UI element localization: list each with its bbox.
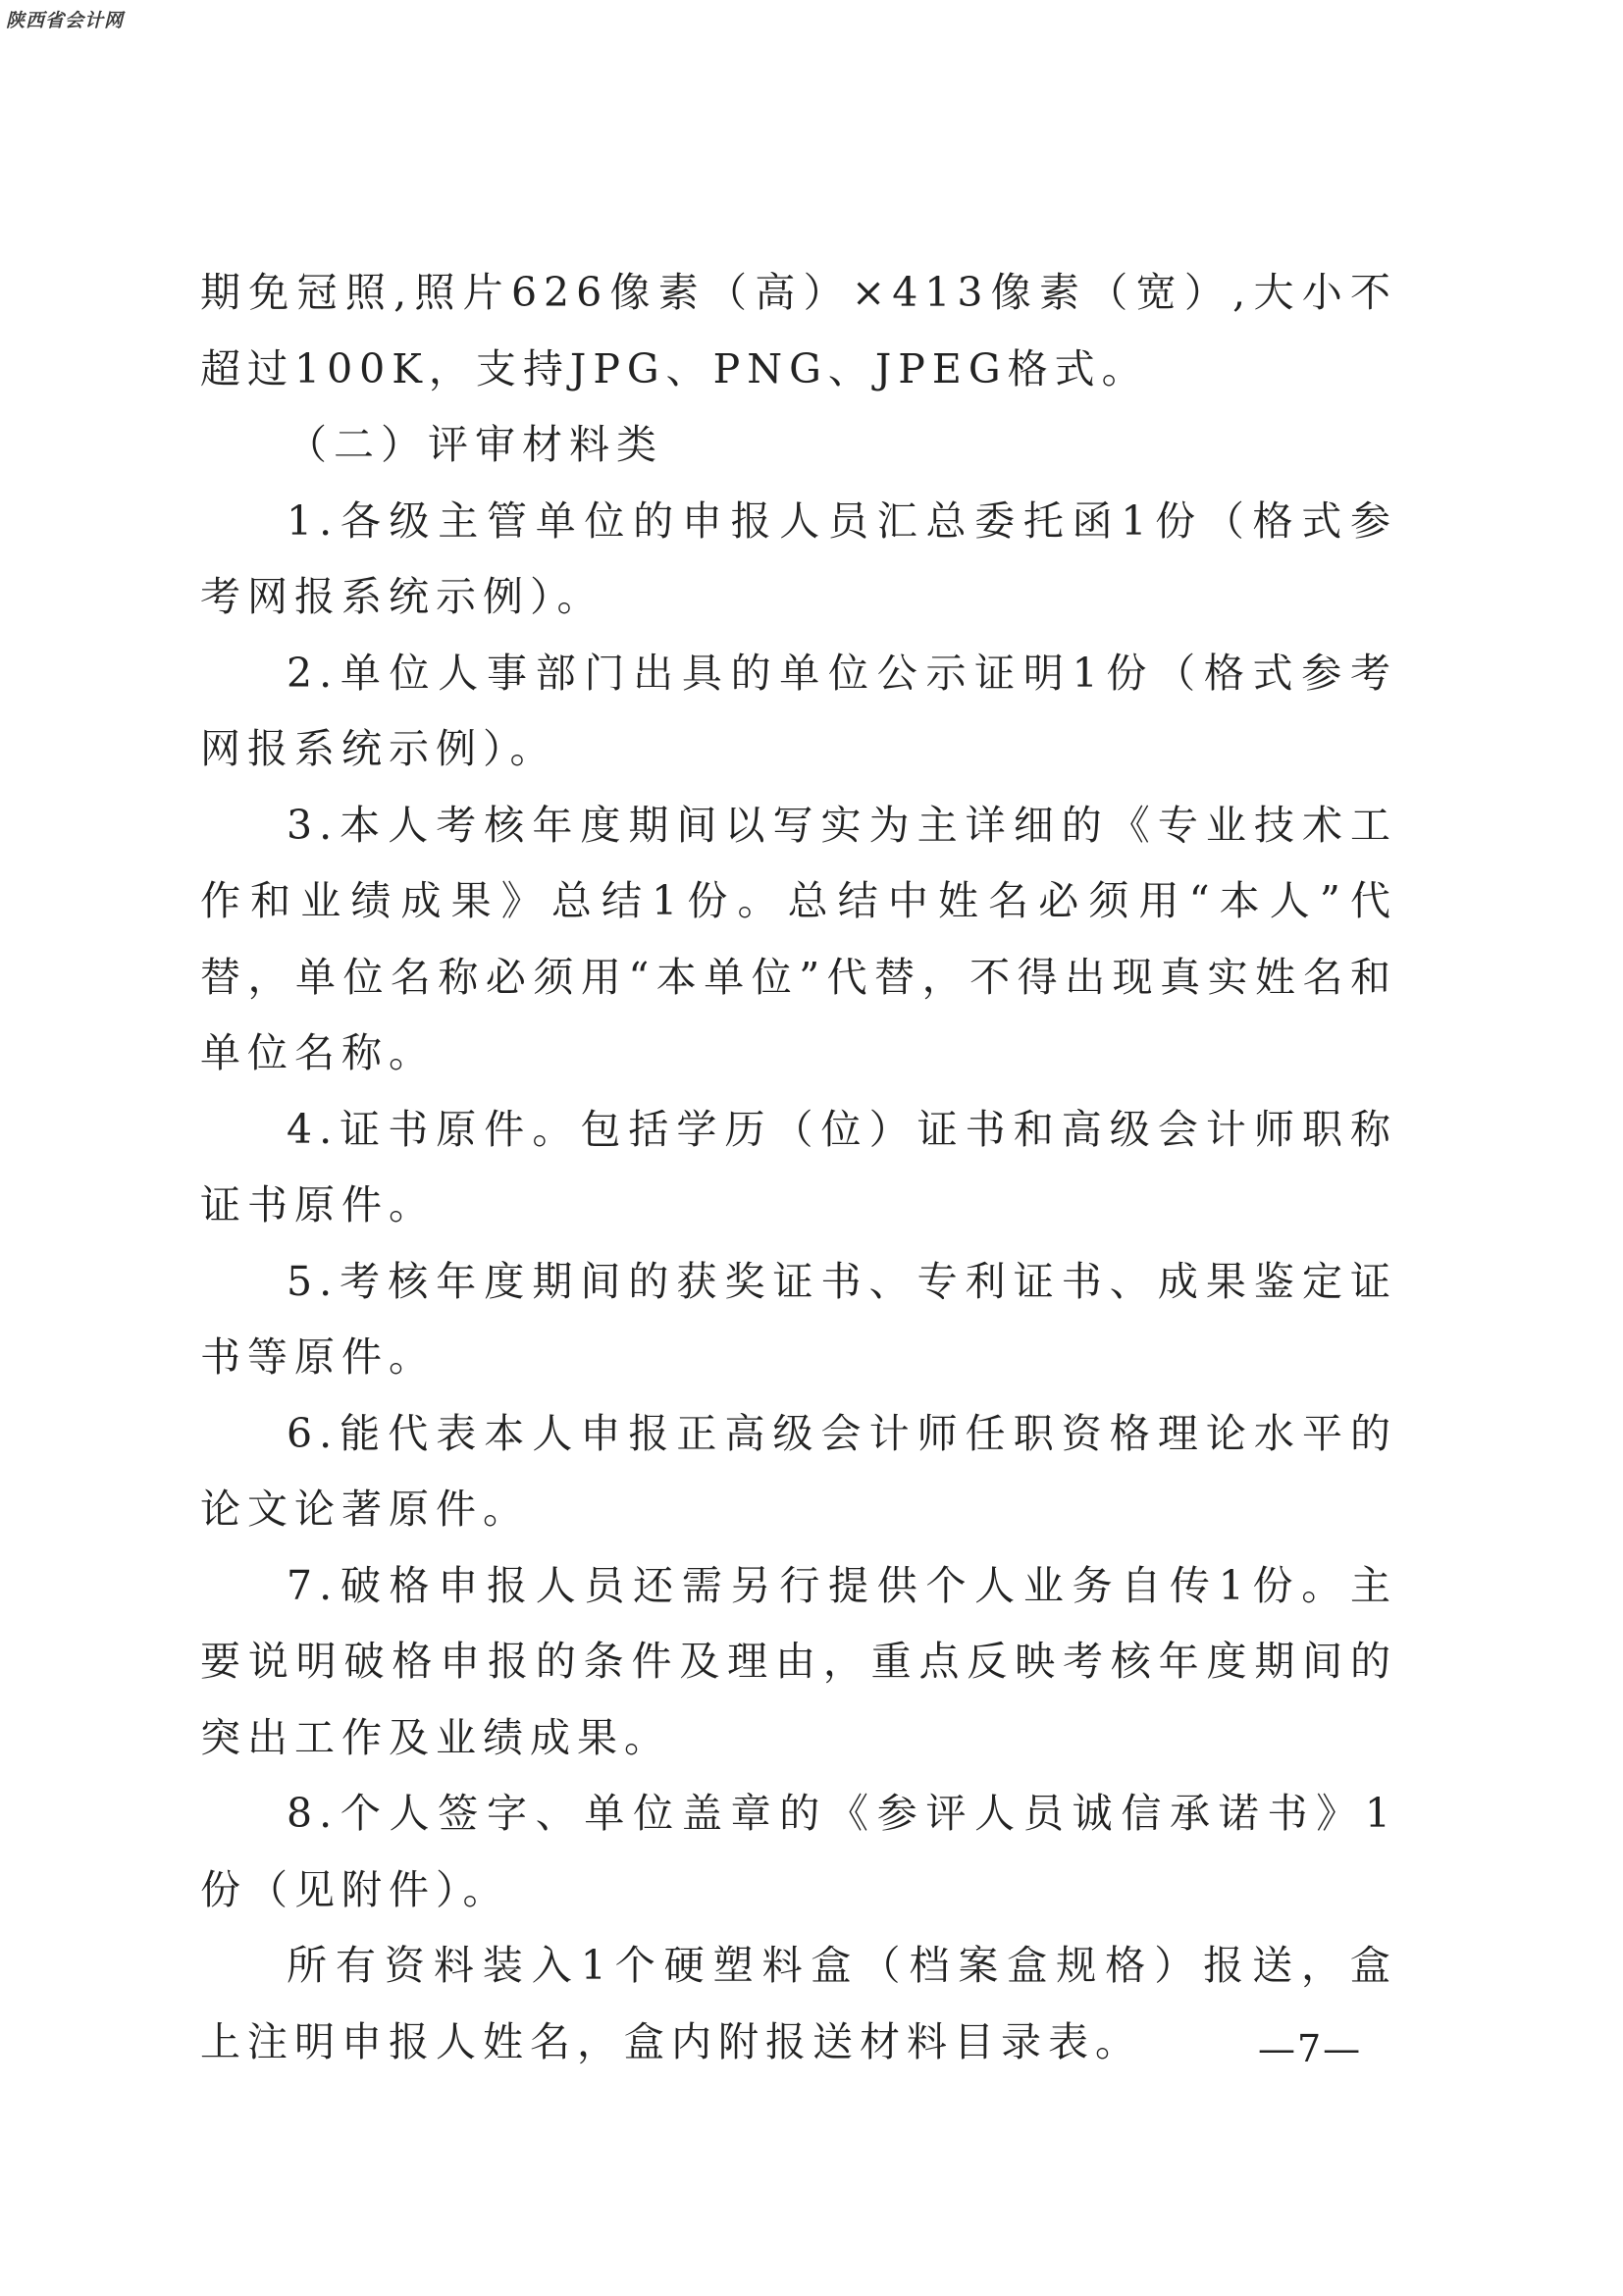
section-heading-review-materials: （二）评审材料类 [287,421,663,468]
document-body [200,255,1397,2080]
paragraph-closing-note: 所有资料装入1个硬塑料盒（档案盒规格）报送，盒上注明申报人姓名，盒内附报送材料目录表。 [200,1942,1397,2065]
paragraph-item-8: 8.个人签字、单位盖章的《参评人员诚信承诺书》1份（见附件）。 [200,1790,1397,1913]
paragraph-item-7: 7.破格申报人员还需另行提供个人业务自传1份。主要说明破格申报的条件及理由，重点反映考核年度期间的突出工作及业绩成果。 [200,1561,1397,1761]
page-number: —7— [1258,2027,1363,2070]
paragraph-item-1: 1.各级主管单位的申报人员汇总委托函1份（格式参考网报系统示例）。 [200,496,1397,620]
paragraph-item-2: 2.单位人事部门出具的单位公示证明1份（格式参考网报系统示例）。 [200,649,1397,772]
paragraph-item-6: 6.能代表本人申报正高级会计师任职资格理论水平的论文论著原件。 [200,1409,1397,1533]
paragraph-item-3: 3.本人考核年度期间以写实为主详细的《专业技术工作和业绩成果》总结1份。总结中姓名必须用“本人”代替，单位名称必须用“本单位”代替，不得出现真实姓名和单位名称。 [200,801,1397,1076]
paragraph-item-5: 5.考核年度期间的获奖证书、专利证书、成果鉴定证书等原件。 [200,1257,1397,1381]
paragraph-photo-spec: 期免冠照,照片626像素（高）×413像素（宽）,大小不超过100K，支持JPG、PNG、JPEG格式。 [200,269,1397,392]
site-watermark: 陕西省会计网 [6,10,125,31]
paragraph-item-4: 4.证书原件。包括学历（位）证书和高级会计师职称证书原件。 [200,1105,1397,1228]
